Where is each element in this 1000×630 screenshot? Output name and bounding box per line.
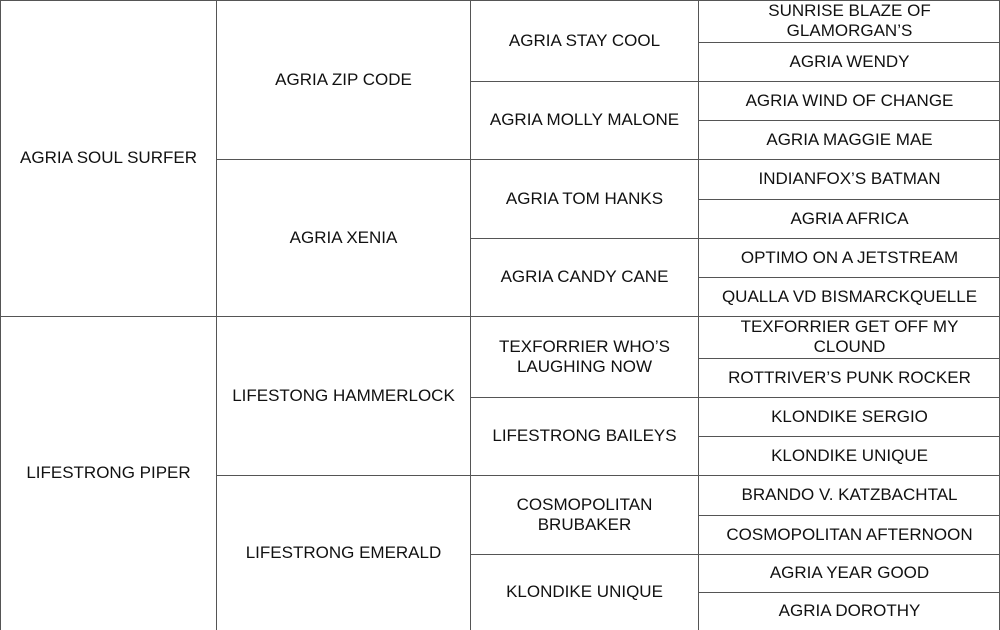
grid-line [0,0,1000,1]
gen3-entry-5: TEXFORRIER WHO’S LAUGHING NOW [499,336,670,376]
gen4-entry-6: AGRIA AFRICA [790,208,909,228]
gen3-entry-8: KLONDIKE UNIQUE [506,582,663,601]
gen4-entry-10: ROTTRIVER’S PUNK ROCKER [728,367,971,387]
grid-line [216,159,1000,160]
gen4-entry-13: BRANDO V. KATZBACHTAL [741,485,958,504]
gen3-entry-1: AGRIA STAY COOL [508,30,661,50]
gen4-entry-12: KLONDIKE UNIQUE [771,445,928,465]
gen4-entry-3: AGRIA WIND OF CHANGE [745,90,954,110]
grid-line [470,81,1000,82]
grid-line [698,199,1000,200]
gen3-entry-4: AGRIA CANDY CANE [500,267,669,286]
gen3-entry-6: LIFESTRONG BAILEYS [492,426,677,445]
grid-line [698,42,1000,43]
grid-line [698,515,1000,516]
gen2-dam-dam: LIFESTRONG EMERALD [245,542,442,562]
gen4-entry-9: TEXFORRIER GET OFF MY CLOUND [740,317,959,356]
grid-line [698,358,1000,359]
gen4-entry-14: COSMOPOLITAN AFTERNOON [726,524,973,544]
gen4-entry-5: INDIANFOX’S BATMAN [758,169,941,188]
grid-line [470,0,471,630]
gen1-sire: AGRIA SOUL SURFER [20,148,197,167]
grid-line [0,0,1,630]
grid-line [216,0,217,630]
gen4-entry-4: AGRIA MAGGIE MAE [766,129,933,149]
gen3-entry-2: AGRIA MOLLY MALONE [489,110,680,129]
grid-line [698,436,1000,437]
gen4-entry-15: AGRIA YEAR GOOD [769,563,930,582]
gen2-sire-dam: AGRIA XENIA [289,227,398,247]
grid-line [698,277,1000,278]
gen1-dam: LIFESTRONG PIPER [26,463,191,482]
grid-line [698,120,1000,121]
grid-line [470,238,1000,239]
gen2-sire-sire: AGRIA ZIP CODE [275,69,412,89]
gen4-entry-2: AGRIA WENDY [789,51,910,71]
grid-line [216,475,1000,476]
grid-line [470,397,1000,398]
grid-line [470,554,1000,555]
gen2-dam-sire: LIFESTONG HAMMERLOCK [232,385,455,405]
gen4-entry-8: QUALLA VD BISMARCKQUELLE [721,286,978,306]
gen4-entry-1: SUNRISE BLAZE OF GLAMORGAN’S [768,1,931,40]
gen4-entry-16: AGRIA DOROTHY [778,601,921,620]
grid-line [698,0,699,630]
gen3-entry-3: AGRIA TOM HANKS [505,188,664,208]
gen3-entry-7: COSMOPOLITAN BRUBAKER [516,494,653,534]
gen4-entry-11: KLONDIKE SERGIO [771,406,928,426]
gen4-entry-7: OPTIMO ON A JETSTREAM [740,247,959,267]
grid-line [698,592,1000,593]
grid-line [0,316,1000,317]
